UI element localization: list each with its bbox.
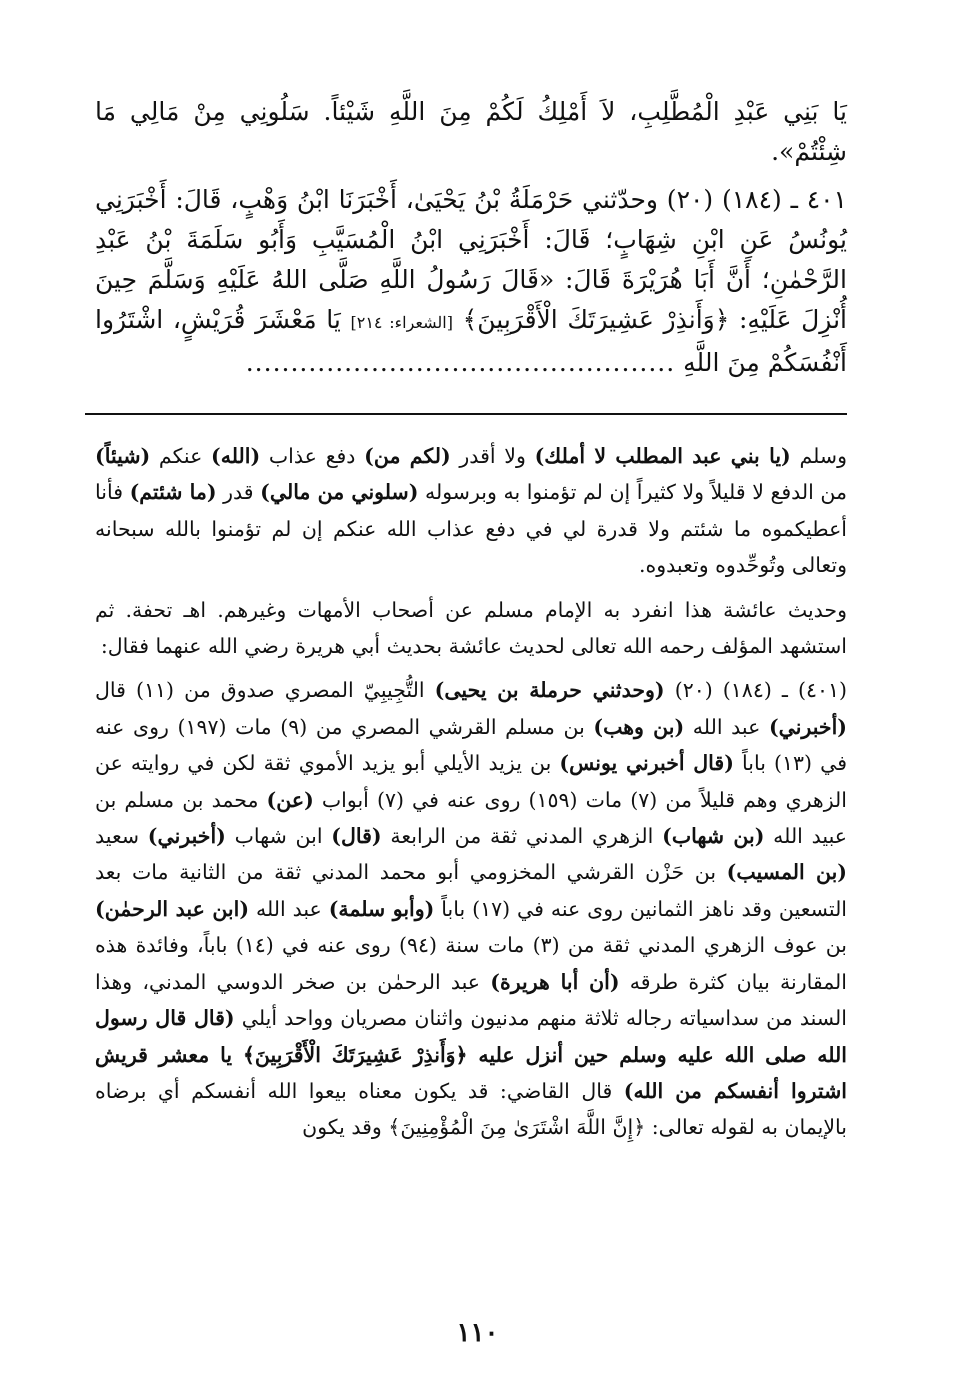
commentary-run: التُّجِيبِيّ المصري صدوق من (١١) قال — [95, 678, 435, 703]
commentary-paragraph-3 — [95, 672, 847, 1145]
commentary-run: دفع عذاب — [260, 444, 365, 468]
commentary-run: بن حَزْن القرشي المخزومي أبو محمد المدني ثقة من الثانية مات بعد التسعين وقد ناهز الثمانين روى عنه في (١٧) باباً — [95, 860, 848, 921]
commentary-run: ولا أقدر — [450, 444, 535, 468]
hadith-401 — [95, 180, 847, 383]
commentary-bold-run: (يا بني عبد المطلب لا أملك) — [534, 444, 791, 468]
commentary-run: فأنا أعطيكموه ما شئتم ولا قدرة لي في دفع عذاب الله عنكم إن لم تؤمنوا بالله سبحانه وتعالى وتُوحِّدوه وتعبدوه. — [95, 480, 847, 578]
commentary-run: عبد الرحمٰن بن صخر الدوسي المدني، وهذا السند من سداسياته رجاله ثلاثة منهم مدنيون واثنان مصريان وواحد أيلي — [95, 969, 848, 1031]
hadith-text: وحدّثني حَرْمَلَةُ بْنُ يَحْيَىٰ، أَخْبَرَنَا ابْنُ وَهْبٍ، قَالَ: أَخْبَرَنِي يُونُسُ عَنِ ابْنِ شِهَابٍ؛ قَالَ: أَخْبَرَنِي ابْنُ الْمُسَيَّبِ وَأَبُو سَلَمَةَ بْنُ عَبْدِ الرَّحْمٰنِ؛ أَنَّ أَبَا هُرَيْرَةَ قَالَ: «قَالَ رَسُولُ اللَّهِ صَلَّى اللهُ عَلَيْهِ وَسَلَّمَ حِينَ أُنْزِلَ عَلَيْهِ: ﴿وَأَنذِرْ عَشِيرَتَكَ الْأَقْرَبِينَ﴾ — [95, 185, 848, 334]
commentary-run: قال القاضي: قد يكون معناه بيعوا الله أنفسكم أي برضاه بالإيمان به لقوله تعالى: ﴿إِنَّ اللَّهَ اشْتَرَىٰ مِنَ الْمُؤْمِنِينَ﴾ وقد يكون — [95, 1078, 847, 1140]
commentary-bold-run: (بن المسيب) — [726, 860, 847, 885]
commentary-bold-run: (شيئاً) — [95, 444, 151, 468]
commentary-run: الزهري المدني ثقة من الرابعة — [381, 824, 663, 849]
commentary-run: (٤٠١) ـ (١٨٤) (٢٠) — [664, 678, 848, 703]
commentary-run: بن مسلم القرشي المصري من (٩) مات (١٩٧) روى عنه في (١٣) باباً — [95, 714, 847, 776]
commentary-bold-run: (ابن عبد الرحمٰن) — [95, 896, 250, 921]
hadith-closing-line: يَا بَنِي عَبْدِ الْمُطَّلِبِ، لاَ أَمْلِكُ لَكُمْ مِنَ اللَّهِ شَيْئاً. سَلُونِي مِنْ مَالِي مَا شِئْتُمْ». — [95, 97, 847, 166]
commentary-run: من الدفع لا قليلاً ولا كثيراً إن لم تؤمنوا به وبرسوله — [418, 480, 848, 505]
commentary-bold-run: (عن) — [266, 787, 314, 812]
commentary-bold-run: (وأبو سلمة) — [328, 896, 435, 921]
commentary-bold-run: (قال قال رسول الله صلى الله عليه وسلم حين أنزل عليه ﴿وَأَنذِرْ عَشِيرَتَكَ الْأَقْرَبِينَ﴾ يا معشر قريش اشتروا أنفسكم من الله) — [95, 1006, 847, 1103]
commentary-run: سعيد — [95, 824, 148, 849]
commentary-run: وحديث عائشة هذا انفرد به الإمام مسلم عن أصحاب الأمهات وغيرهم. اهـ تحفة. ثم استشهد المؤلف رحمه الله تعالى لحديث عائشة بحديث أبي هريرة رضي الله عنهما فقال: — [95, 597, 847, 659]
commentary-run: عنكم — [150, 444, 212, 468]
commentary-bold-run: (بن وهب) — [593, 714, 685, 739]
commentary-run: قدر — [216, 480, 261, 505]
commentary-bold-run: (الله) — [211, 444, 261, 468]
commentary-bold-run: (قال أخبرني يونس) — [559, 751, 734, 776]
commentary-bold-run: (بن شهاب) — [662, 824, 765, 849]
commentary-run: عبد الله — [684, 714, 769, 739]
commentary-bold-run: (ما شئتم) — [129, 480, 217, 505]
commentary — [95, 438, 847, 1146]
commentary-run: محمد بن مسلم بن عبيد الله — [95, 787, 848, 849]
commentary-run: ابن شهاب — [225, 824, 332, 849]
commentary-bold-run: (قال) — [331, 824, 382, 849]
hadith-main-text — [95, 92, 847, 383]
commentary-bold-run: (وحدثني حرملة بن يحيى) — [434, 678, 665, 703]
hadith-number: ٤٠١ ـ (١٨٤) (٢٠) — [666, 185, 847, 214]
quran-citation: [الشعراء: ٢١٤] — [350, 313, 453, 332]
page-number: ١١٠ — [456, 1318, 499, 1348]
footnote-separator — [85, 413, 847, 415]
commentary-paragraph-1 — [95, 438, 847, 584]
commentary-run: وسلم — [790, 444, 847, 468]
hadith-end: يَا مَعْشَرَ قُرَيْشٍ، اشْتَرُوا أَنْفُسَكُمْ مِنَ اللَّهِ — [95, 305, 847, 377]
commentary-bold-run: (أن أبا هريرة) — [490, 969, 620, 994]
ellipsis-dots: ................................................ — [245, 348, 676, 377]
commentary-run: عبد الله — [249, 896, 329, 921]
commentary-bold-run: (لكم من) — [364, 444, 451, 468]
commentary-run: بن يزيد الأيلي أبو يزيد الأموي ثقة لكن في روايته عن الزهري وهم قليلاً من (٧) مات (١٥٩) روى عنه في (٧) أبواب — [95, 751, 847, 812]
commentary-bold-run: (سلوني من مالي) — [260, 480, 419, 505]
commentary-run: بن عوف الزهري المدني ثقة من (٣) مات سنة (٩٤) روى عنه في (١٤) باباً، وفائدة هذه المقارنة بيان كثرة طرقه — [95, 933, 848, 994]
commentary-bold-run: (أخبرني) — [768, 714, 847, 739]
commentary-paragraph-2 — [95, 592, 847, 665]
commentary-bold-run: (أخبرني) — [147, 824, 226, 849]
